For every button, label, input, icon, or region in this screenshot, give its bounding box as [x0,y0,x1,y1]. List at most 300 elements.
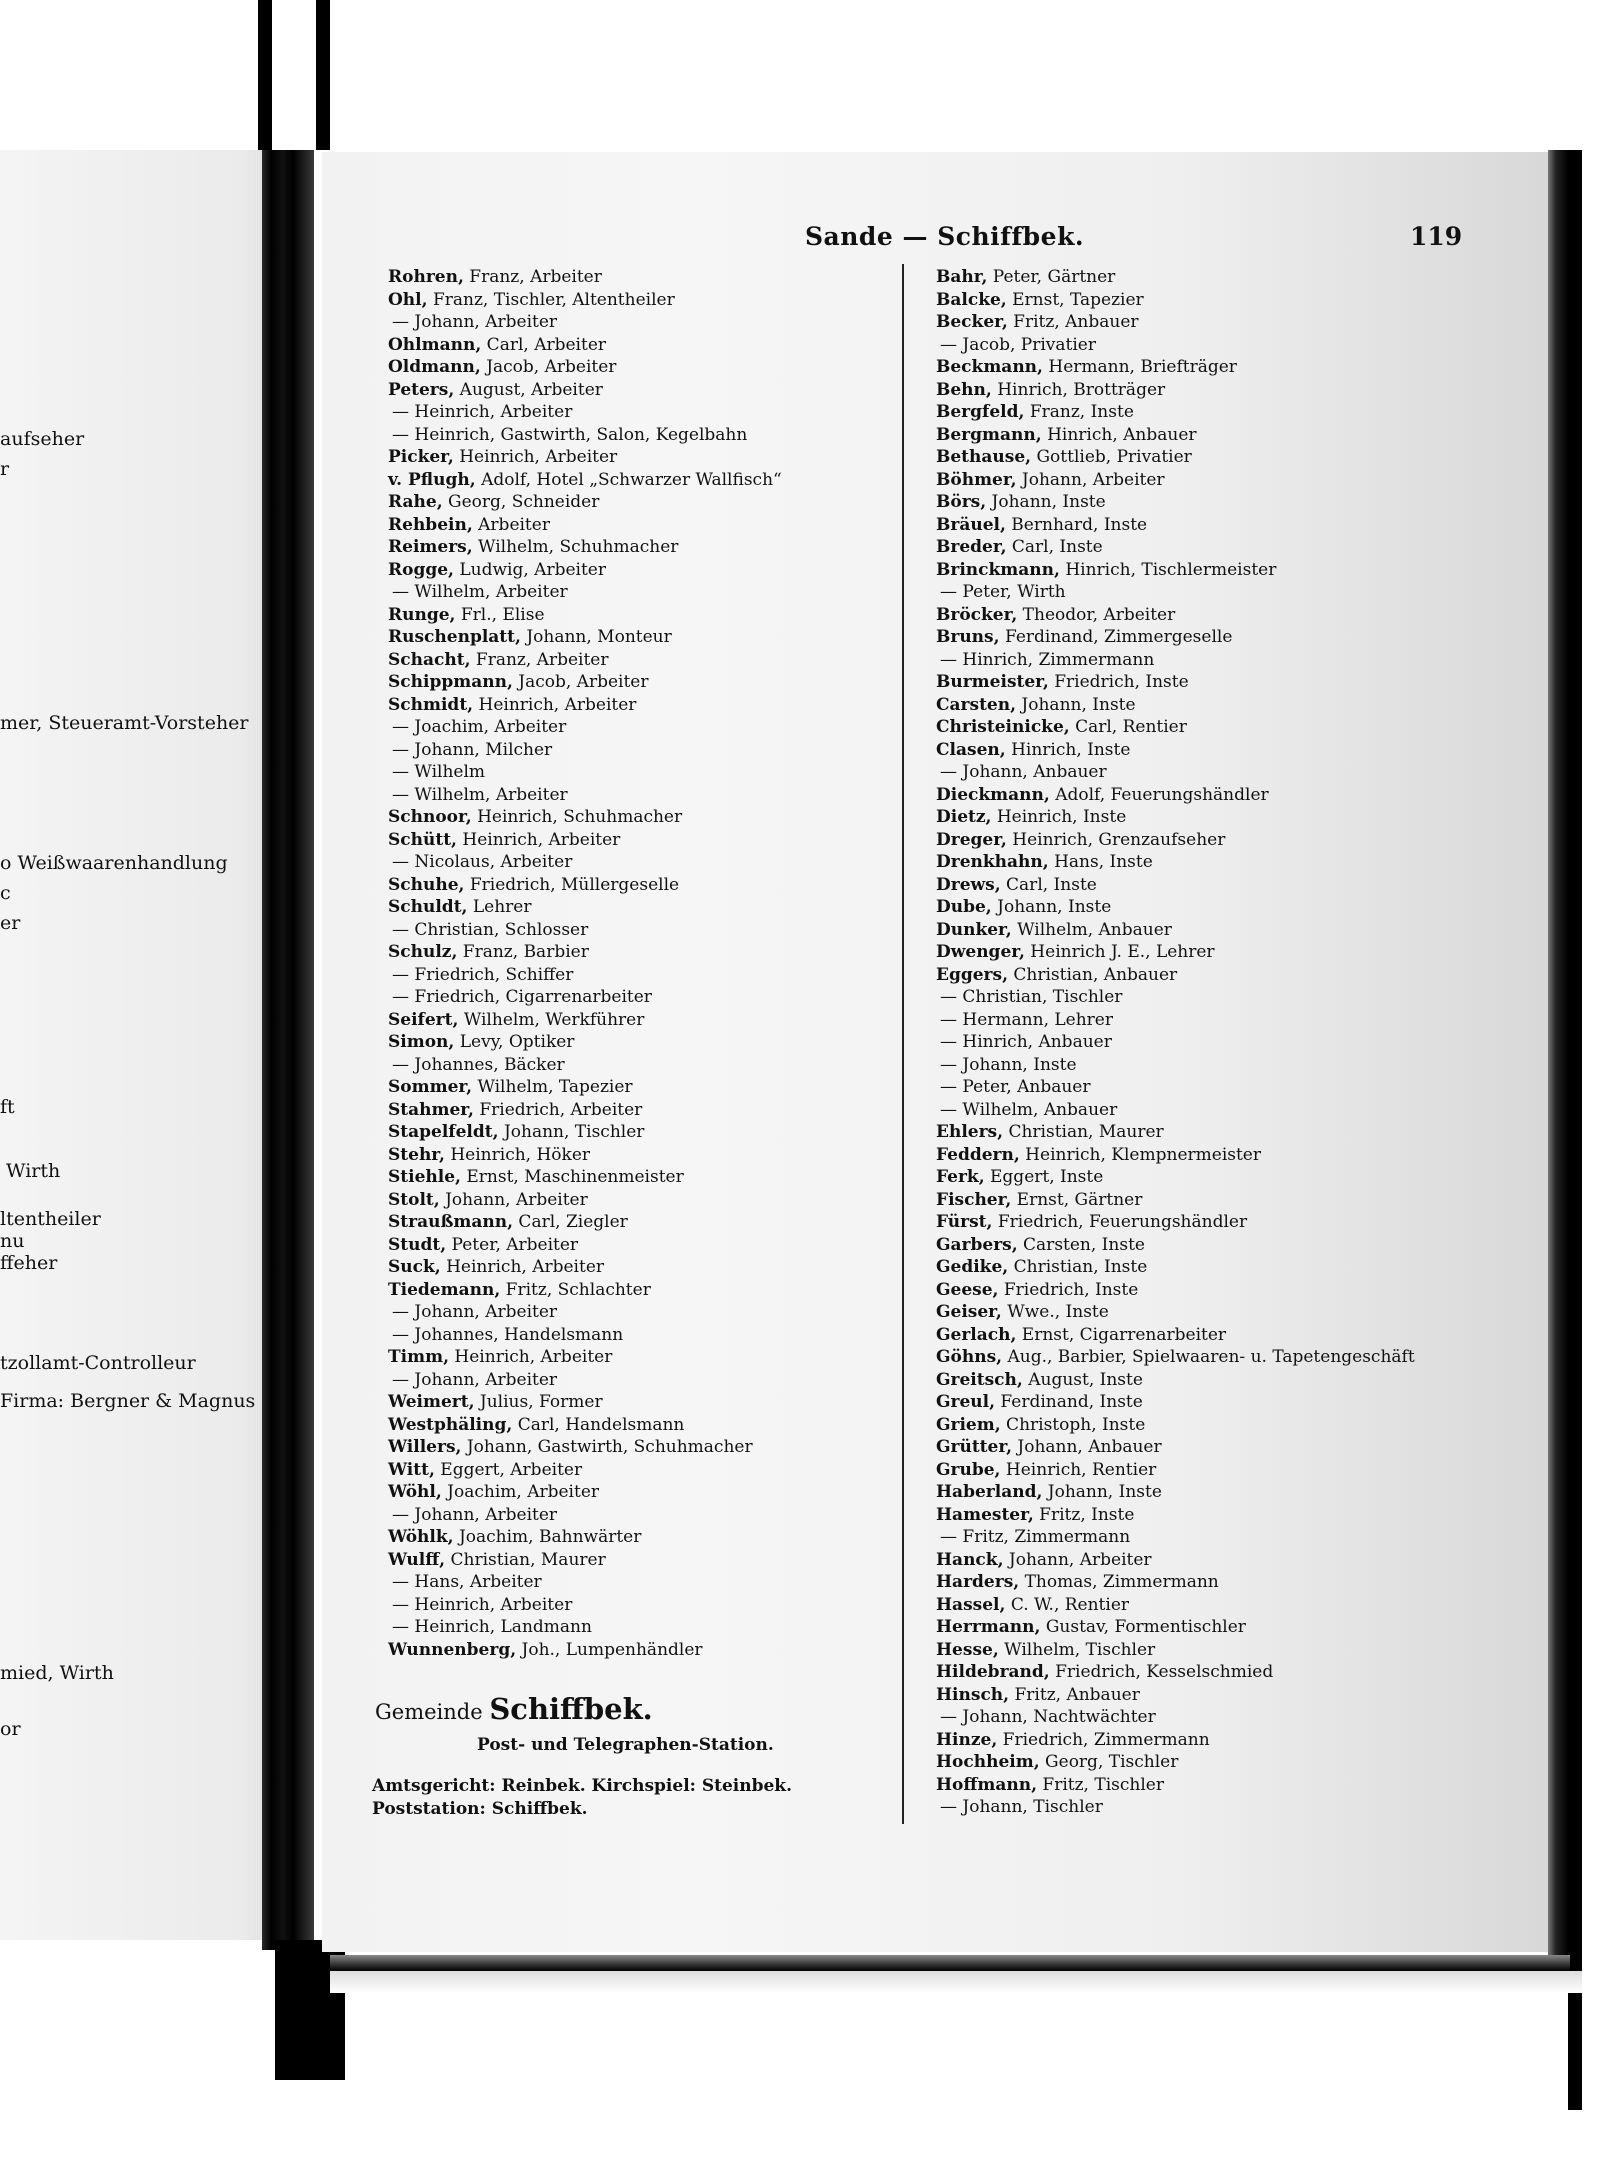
entry-details: — Christian, Schlosser [392,919,589,940]
entry-surname: Hinsch, [936,1684,1010,1705]
directory-entry [388,1166,908,1189]
entry-surname: Schuldt, [388,897,468,917]
entry-details: Theodor, Arbeiter [1017,604,1176,625]
entry-details: Friedrich, Arbeiter [473,1099,643,1120]
entry-details: Frl., Elise [455,604,545,625]
directory-entry [936,1121,1456,1144]
entry-surname: Seifert, [388,1009,459,1030]
entry-surname: Clasen, [936,739,1006,760]
entry-surname: Herrmann, [936,1617,1041,1637]
directory-entry [936,964,1456,987]
directory-entry [936,1706,1456,1729]
directory-entry [936,829,1456,852]
entry-surname: Picker, [388,447,454,467]
directory-entry [936,1774,1456,1797]
section-title [375,1692,895,1726]
entry-details: — Fritz, Zimmermann [940,1527,1131,1547]
directory-entry [936,1481,1456,1504]
directory-entry [936,424,1456,447]
entry-details: Christian, Anbauer [1008,964,1178,985]
entry-surname: Hesse, [936,1639,999,1660]
entry-surname: Schulz, [388,942,458,962]
directory-entry [936,1369,1456,1392]
entry-surname: Eggers, [936,964,1008,985]
directory-entry [936,1346,1456,1369]
entry-surname: Stapelfeldt, [388,1122,499,1142]
entry-details: Johann, Arbeiter [439,1189,588,1210]
directory-entry [936,919,1456,942]
entry-surname: Hamester, [936,1504,1034,1525]
entry-surname: Wöhlk, [388,1527,454,1547]
facing-page-fragment: mer, Steueramt-Vorsteher [0,712,249,734]
directory-entry [388,964,908,987]
entry-details: Heinrich, Höker [444,1144,591,1165]
entry-details: Hinrich, Brotträger [991,379,1166,400]
entry-details: — Peter, Wirth [940,582,1066,602]
entry-details: Julius, Former [474,1392,603,1412]
facing-page-fragment: mied, Wirth [0,1662,114,1684]
entry-surname: Straußmann, [388,1212,514,1232]
binding-shadow [258,0,272,150]
entry-details: — Wilhelm, Arbeiter [392,784,568,805]
directory-entry [936,1729,1456,1752]
directory-entry [936,1099,1456,1122]
directory-entry [936,536,1456,559]
entry-details: Gottlieb, Privatier [1031,447,1192,467]
directory-entry [936,1391,1456,1414]
entry-surname: Westphäling, [388,1414,513,1435]
entry-details: — Friedrich, Schiffer [392,964,574,985]
entry-details: Peter, Arbeiter [446,1234,579,1255]
directory-entry [936,581,1456,604]
directory-entry [388,941,908,964]
entry-details: Levy, Optiker [454,1032,575,1052]
directory-entry [388,1639,908,1662]
entry-details: Peter, Gärtner [987,267,1116,287]
directory-entry [936,1076,1456,1099]
facing-page-fragment: tzollamt-Controlleur [0,1352,196,1374]
entry-surname: Weimert, [388,1392,475,1412]
directory-entry [388,514,908,537]
directory-entry [936,649,1456,672]
directory-entry [388,626,908,649]
entry-details: — Johann, Arbeiter [392,1504,558,1525]
entry-surname: Hoffmann, [936,1774,1037,1795]
entry-details: Christoph, Inste [1000,1414,1146,1435]
entry-surname: Behn, [936,379,992,400]
entry-details: Heinrich, Arbeiter [449,1347,613,1367]
directory-entry [388,919,908,942]
entry-surname: Hildebrand, [936,1662,1050,1682]
post-station-line: Poststation: Schiffbek. [372,1799,588,1819]
entry-details: Hermann, Briefträger [1042,357,1237,377]
entry-details: C. W., Rentier [1005,1594,1130,1615]
directory-entry [936,401,1456,424]
entry-surname: Haberland, [936,1482,1043,1502]
directory-entry [936,1234,1456,1257]
entry-surname: Rohren, [388,267,464,287]
directory-entry [388,1324,908,1347]
entry-details: — Johann, Arbeiter [392,312,558,332]
facing-page-fragment: ft [0,1096,15,1118]
entry-surname: Tiedemann, [388,1279,501,1300]
entry-surname: Grube, [936,1459,1001,1480]
entry-details: Carl, Arbeiter [481,334,607,355]
entry-details: Christian, Maurer [1003,1122,1164,1142]
directory-entry [388,649,908,672]
entry-details: Ernst, Gärtner [1011,1189,1143,1210]
section-title-prefix: Gemeinde [375,1700,490,1724]
entry-surname: Peters, [388,379,455,400]
directory-entry [936,626,1456,649]
directory-entry [388,356,908,379]
entry-details: Carl, Inste [1000,874,1097,895]
entry-surname: Balcke, [936,289,1007,310]
entry-details: Georg, Schneider [442,492,600,512]
directory-entry [388,874,908,897]
entry-details: Georg, Tischler [1039,1752,1179,1772]
directory-entry [388,1076,908,1099]
entry-details: Wilhelm, Tischler [998,1639,1156,1660]
entry-details: Johann, Inste [986,492,1106,512]
entry-surname: Rogge, [388,559,454,580]
directory-column-right [936,266,1456,1819]
facing-page-fragment: r [0,458,10,480]
entry-details: Ludwig, Arbeiter [453,559,606,580]
entry-details: — Johann, Inste [940,1054,1077,1075]
entry-surname: Fischer, [936,1189,1012,1210]
entry-surname: Drenkhahn, [936,852,1049,872]
directory-entry [936,1526,1456,1549]
entry-surname: Christeinicke, [936,717,1070,737]
entry-surname: Schmidt, [388,694,474,715]
entry-details: Friedrich, Feuerungshändler [992,1212,1248,1232]
entry-surname: Dreger, [936,829,1007,850]
entry-details: Christian, Maurer [445,1549,606,1570]
entry-details: — Hinrich, Anbauer [940,1032,1112,1052]
directory-entry [936,1054,1456,1077]
entry-details: — Wilhelm [392,762,486,782]
directory-entry [388,424,908,447]
entry-details: Johann, Inste [1042,1482,1162,1502]
entry-details: Wilhelm, Tapezier [472,1077,633,1097]
entry-details: Heinrich, Inste [991,807,1127,827]
entry-details: Aug., Barbier, Spielwaaren- u. Tapetengeschäft [1002,1347,1415,1367]
entry-surname: Witt, [388,1459,435,1480]
directory-entry [388,1009,908,1032]
entry-surname: Drews, [936,874,1001,895]
entry-surname: Studt, [388,1234,447,1255]
entry-details: Ernst, Tapezier [1006,289,1144,310]
entry-surname: Oldmann, [388,357,481,377]
entry-surname: Becker, [936,312,1008,332]
entry-details: Eggert, Arbeiter [434,1459,583,1480]
directory-entry [388,491,908,514]
facing-page-fragment: aufseher [0,428,85,450]
entry-details: Carl, Inste [1006,537,1103,557]
entry-surname: Bergmann, [936,424,1042,445]
court-parish-line: Amtsgericht: Reinbek. Kirchspiel: Steinbek. [372,1776,793,1796]
entry-surname: Greul, [936,1392,996,1412]
entry-details: — Wilhelm, Arbeiter [392,582,568,602]
directory-entry [388,1369,908,1392]
directory-entry [388,1256,908,1279]
entry-surname: Harders, [936,1572,1020,1592]
section-subtitle: Post- und Telegraphen-Station. [477,1735,774,1755]
entry-details: Carl, Rentier [1069,717,1187,737]
entry-details: Wwe., Inste [1001,1302,1109,1322]
entry-details: Friedrich, Zimmermann [997,1729,1210,1750]
entry-surname: Carsten, [936,694,1017,715]
entry-details: Heinrich, Klempnermeister [1019,1144,1261,1165]
directory-entry [936,1414,1456,1437]
entry-details: Wilhelm, Schuhmacher [472,537,679,557]
directory-entry [936,671,1456,694]
directory-entry [388,986,908,1009]
facing-page-fragment: or [0,1718,21,1740]
entry-surname: Ruschenplatt, [388,627,521,647]
entry-surname: Hassel, [936,1594,1006,1615]
directory-entry [936,739,1456,762]
entry-details: Ferdinand, Inste [995,1392,1143,1412]
entry-surname: Suck, [388,1257,441,1277]
entry-details: Lehrer [467,897,532,917]
entry-details: — Christian, Tischler [940,987,1123,1007]
page-title: Sande — Schiffbek. [805,222,1085,251]
directory-entry [388,401,908,424]
directory-entry [388,536,908,559]
entry-surname: Schuhe, [388,874,465,895]
entry-surname: Dube, [936,897,992,917]
entry-surname: Ohlmann, [388,334,482,355]
binding-shadow [316,0,330,150]
entry-details: Arbeiter [472,514,550,535]
directory-entry [936,446,1456,469]
directory-entry [388,1414,908,1437]
directory-entry [936,851,1456,874]
entry-surname: Hinze, [936,1729,998,1750]
directory-entry [936,491,1456,514]
entry-surname: Stehr, [388,1144,445,1165]
entry-details: — Johann, Anbauer [940,762,1107,782]
directory-entry [388,1594,908,1617]
entry-details: Wilhelm, Anbauer [1011,919,1172,940]
entry-surname: Schütt, [388,829,457,850]
directory-entry [936,784,1456,807]
entry-details: — Jacob, Privatier [940,334,1096,355]
entry-details: Ferdinand, Zimmergeselle [999,627,1233,647]
entry-details: — Johannes, Handelsmann [392,1324,624,1345]
entry-details: Jacob, Arbeiter [480,357,617,377]
directory-entry [388,716,908,739]
entry-details: Heinrich, Arbeiter [453,447,618,467]
directory-entry [936,1796,1456,1819]
directory-entry [388,784,908,807]
directory-entry [388,559,908,582]
entry-details: Franz, Tischler, Altentheiler [427,289,675,310]
entry-details: Heinrich, Schuhmacher [471,807,683,827]
directory-entry [936,356,1456,379]
entry-details: — Hans, Arbeiter [392,1572,542,1592]
entry-surname: Burmeister, [936,672,1049,692]
entry-surname: Stahmer, [388,1099,474,1120]
directory-entry [388,1031,908,1054]
facing-page-fragment: c [0,882,11,904]
directory-entry [388,1144,908,1167]
directory-entry [936,716,1456,739]
directory-entry [936,986,1456,1009]
entry-surname: Gerlach, [936,1324,1017,1345]
entry-details: Friedrich, Kesselschmied [1049,1662,1274,1682]
entry-details: Heinrich J. E., Lehrer [1024,942,1215,962]
entry-details: — Wilhelm, Anbauer [940,1099,1118,1120]
directory-entry [388,1054,908,1077]
entry-surname: Griem, [936,1414,1001,1435]
entry-details: Johann, Inste [991,897,1112,917]
directory-entry [936,266,1456,289]
entry-details: — Heinrich, Landmann [392,1617,592,1637]
entry-details: Johann, Gastwirth, Schuhmacher [461,1437,753,1457]
entry-details: Johann, Arbeiter [1003,1549,1152,1570]
entry-details: Friedrich, Inste [998,1279,1139,1300]
page-bottom-shadow [330,1955,1570,1971]
entry-details: Heinrich, Grenzaufseher [1006,829,1226,850]
directory-entry [388,266,908,289]
directory-entry [936,1639,1456,1662]
directory-entry [936,694,1456,717]
entry-surname: Garbers, [936,1234,1018,1255]
directory-entry [936,1751,1456,1774]
entry-surname: Ferk, [936,1167,985,1187]
directory-entry [936,1504,1456,1527]
entry-surname: Runge, [388,604,456,625]
entry-details: Joachim, Arbeiter [441,1482,600,1502]
directory-entry [936,1301,1456,1324]
entry-surname: Stolt, [388,1189,440,1210]
entry-surname: Dietz, [936,807,992,827]
directory-entry [388,1211,908,1234]
facing-page-fragment: ffeher [0,1252,58,1274]
directory-entry [388,806,908,829]
entry-details: Christian, Inste [1008,1257,1148,1277]
entry-details: — Joachim, Arbeiter [392,717,567,737]
entry-details: Heinrich, Arbeiter [473,694,637,715]
entry-details: Johann, Anbauer [1012,1437,1162,1457]
facing-page-fragment: nu [0,1230,25,1252]
facing-page-fragment: ltentheiler [0,1208,101,1230]
directory-entry [936,604,1456,627]
entry-details: Johann, Tischler [498,1122,645,1142]
directory-entry [388,739,908,762]
entry-details: Fritz, Schlachter [500,1279,651,1300]
directory-entry [388,469,908,492]
directory-entry [388,1391,908,1414]
page-edge-shadow [1548,150,1568,1960]
directory-entry [388,1549,908,1572]
directory-entry [388,604,908,627]
directory-entry [936,289,1456,312]
directory-entry [388,334,908,357]
entry-surname: Brinckmann, [936,559,1060,580]
entry-details: — Friedrich, Cigarrenarbeiter [392,987,652,1007]
entry-details: Fritz, Inste [1033,1504,1135,1525]
entry-details: — Nicolaus, Arbeiter [392,852,573,872]
entry-surname: Schacht, [388,649,471,670]
entry-surname: Geiser, [936,1302,1002,1322]
entry-details: Fritz, Tischler [1037,1774,1164,1795]
directory-entry [936,1616,1456,1639]
entry-details: Johann, Monteur [520,627,672,647]
directory-entry [388,694,908,717]
entry-details: — Johann, Nachtwächter [940,1707,1156,1727]
directory-entry [388,1616,908,1639]
directory-entry [388,829,908,852]
directory-entry [388,851,908,874]
entry-surname: Simon, [388,1032,455,1052]
entry-surname: Ohl, [388,289,428,310]
entry-details: Hans, Inste [1048,852,1153,872]
entry-surname: Hochheim, [936,1752,1040,1772]
directory-entry [388,1099,908,1122]
entry-details: Franz, Inste [1024,402,1134,422]
entry-details: Hinrich, Inste [1005,739,1131,760]
entry-details: — Heinrich, Arbeiter [392,402,573,422]
facing-page-fragment: Wirth [6,1160,61,1182]
directory-entry [936,1256,1456,1279]
entry-surname: Fürst, [936,1212,993,1232]
entry-details: Joachim, Bahnwärter [453,1527,642,1547]
entry-details: August, Inste [1022,1369,1143,1390]
entry-surname: Wunnenberg, [388,1639,517,1660]
entry-details: Jacob, Arbeiter [512,672,649,692]
entry-details: Heinrich, Rentier [1000,1459,1157,1480]
entry-details: Johann, Inste [1016,694,1136,715]
entry-details: Franz, Barbier [457,942,589,962]
entry-surname: v. Pflugh, [388,469,476,490]
entry-details: Friedrich, Müllergeselle [464,874,680,895]
directory-entry [936,311,1456,334]
directory-entry [388,1346,908,1369]
entry-details: Carl, Ziegler [513,1212,628,1232]
entry-details: Carl, Handelsmann [512,1414,685,1435]
entry-surname: Wulff, [388,1549,446,1570]
directory-entry [388,761,908,784]
entry-details: August, Arbeiter [454,379,603,400]
entry-surname: Timm, [388,1347,450,1367]
entry-details: — Peter, Anbauer [940,1077,1091,1097]
directory-entry [936,761,1456,784]
directory-entry [388,1571,908,1594]
directory-entry [936,1436,1456,1459]
directory-entry [936,1594,1456,1617]
entry-details: Fritz, Anbauer [1009,1684,1140,1705]
facing-page-fragment: Firma: Bergner & Magnus [0,1390,256,1412]
section-title-name: Schiffbek. [489,1692,653,1726]
page-bottom-edge [330,1971,1582,1993]
directory-entry [936,1324,1456,1347]
entry-surname: Bruns, [936,627,1000,647]
directory-entry [388,1121,908,1144]
directory-entry [936,1144,1456,1167]
entry-details: — Johann, Tischler [940,1797,1103,1817]
entry-surname: Schippmann, [388,672,513,692]
directory-entry [388,289,908,312]
entry-details: Bernhard, Inste [1005,514,1148,535]
directory-entry [388,1526,908,1549]
directory-entry [936,806,1456,829]
entry-surname: Rehbein, [388,514,473,535]
entry-details: Thomas, Zimmermann [1019,1572,1219,1592]
